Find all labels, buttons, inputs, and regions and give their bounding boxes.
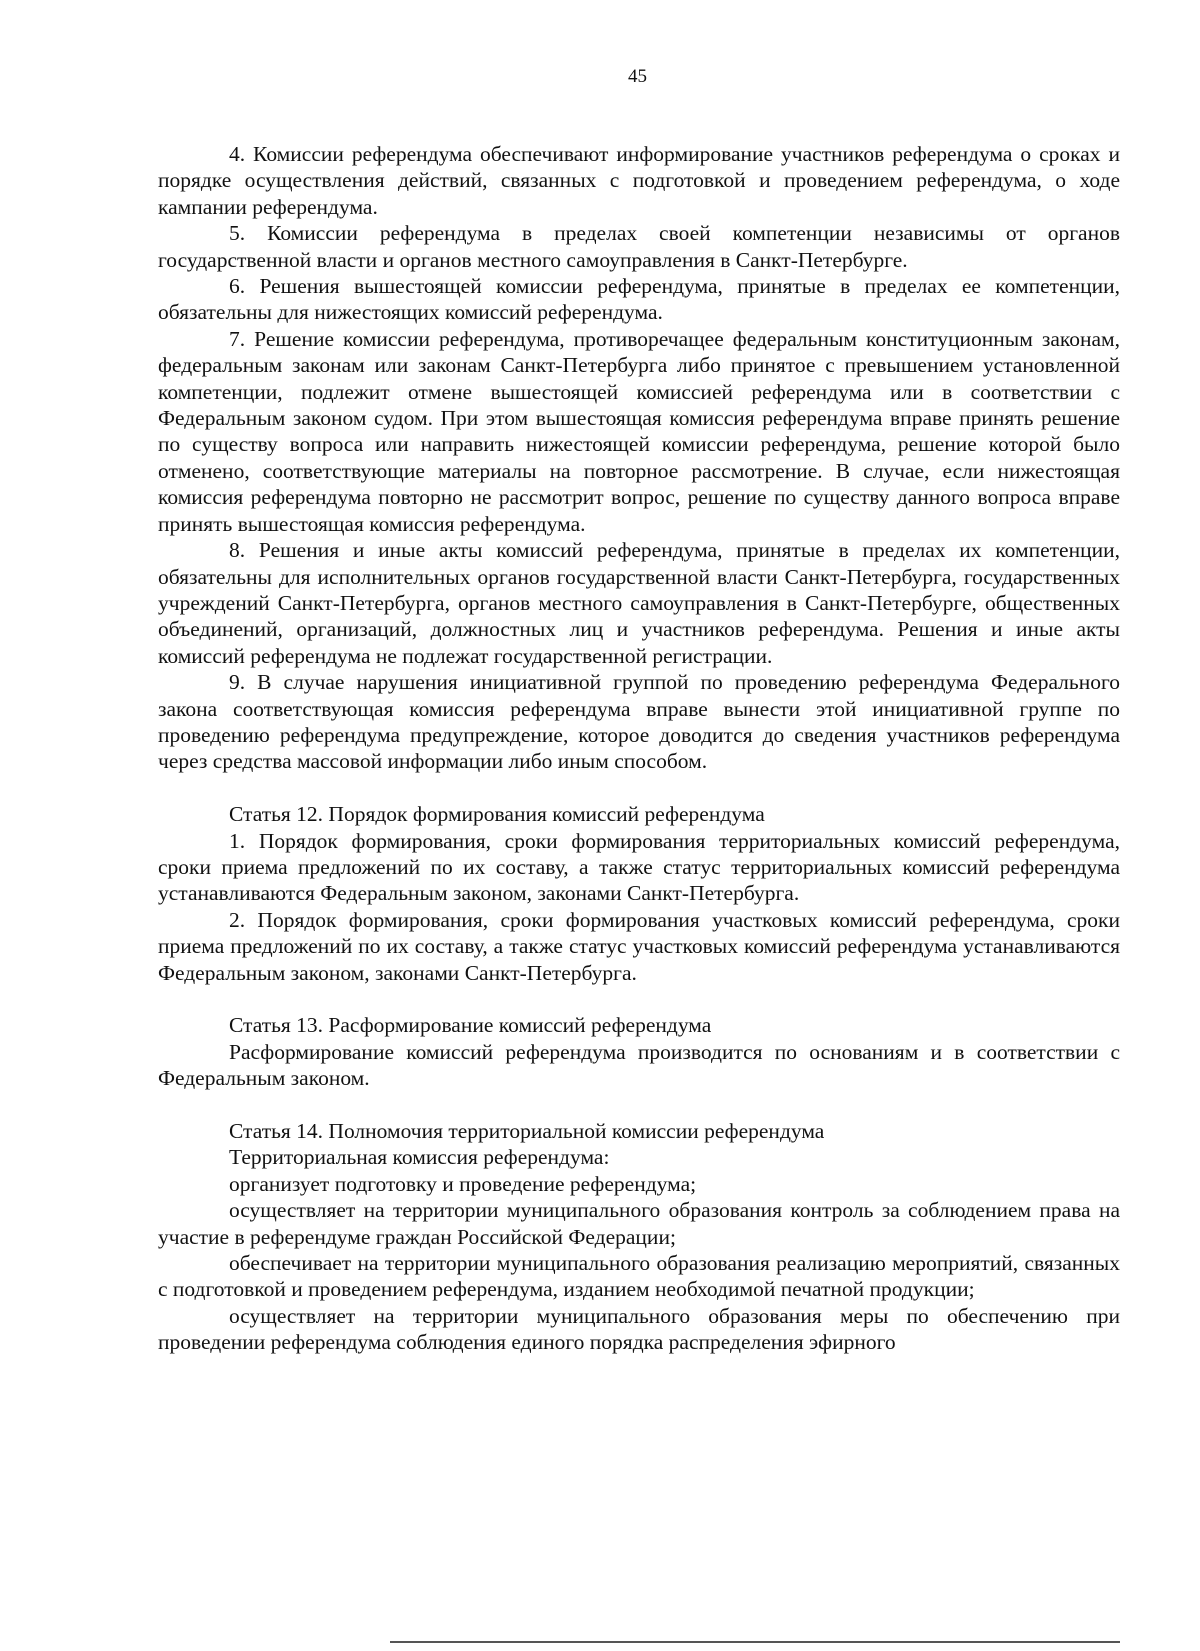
paragraph: 6. Решения вышестоящей комиссии референдума, принятые в пределах ее компетенции, обязательны для нижестоящих комиссий референдума. [158,274,1120,325]
paragraph: 9. В случае нарушения инициативной группой по проведению референдума Федерального закона соответствующая комиссия референдума вправе вынести этой инициативной группе по проведению референдума предупреждение, которое доводится до сведения участников референдума через средства массовой информации либо иным способом. [158,670,1120,774]
paragraph: Территориальная комиссия референдума: [229,1145,610,1170]
paragraph: осуществляет на территории муниципального образования меры по обеспечению при проведении референдума соблюдения единого порядка распределения эфирного [158,1303,1120,1355]
article-13-heading: Статья 13. Расформирование комиссий референдума [229,1013,712,1038]
paragraph: 4. Комиссии референдума обеспечивают информирование участников референдума о сроках и порядке осуществления действий, связанных с подготовкой и проведением референдума, о ходе кампании референдума. [158,142,1120,219]
paragraph: 7. Решение комиссии референдума, противоречащее федеральным конституционным законам, федеральным законам или законам Санкт-Петербурга либо принятое с превышением установленной компетенции, подлежит отмене вышестоящей комиссией референдума или в соответствии с Федеральным законом судом. При этом вышестоящая комиссия референдума вправе принять решение по существу вопроса или направить нижестоящей комиссии референдума, решение которой было отменено, соответствующие материалы на повторное рассмотрение. В случае, если нижестоящая комиссия референдума повторно не рассмотрит вопрос, решение по существу данного вопроса вправе принять вышестоящая комиссия референдума. [158,326,1120,536]
paragraph: организует подготовку и проведение референдума; [229,1171,697,1196]
paragraph: Расформирование комиссий референдума производится по основаниям и в соответствии с Федеральным законом. [158,1039,1120,1091]
page-number: 45 [628,66,647,87]
bottom-scan-line [390,1641,1120,1643]
article-14-heading: Статья 14. Полномочия территориальной комиссии референдума [229,1118,825,1143]
paragraph: 5. Комиссии референдума в пределах своей компетенции независимы от органов государственной власти и органов местного самоуправления в Санкт-Петербурге. [158,221,1120,272]
paragraph: 2. Порядок формирования, сроки формирования участковых комиссий референдума, сроки приема предложений по их составу, а также статус участковых комиссий референдума устанавливаются Федеральным законом, законами Санкт-Петербурга. [158,907,1120,985]
document-body [158,141,1120,1356]
paragraph: обеспечивает на территории муниципального образования реализацию мероприятий, связанных с подготовкой и проведением референдума, изданием необходимой печатной продукции; [158,1251,1120,1302]
paragraph: 8. Решения и иные акты комиссий референдума, принятые в пределах их компетенции, обязательны для исполнительных органов государственной власти Санкт-Петербурга, государственных учреждений Санкт-Петербурга, органов местного самоуправления в Санкт-Петербурге, общественных объединений, организаций, должностных лиц и участников референдума. Решения и иные акты комиссий референдума не подлежат государственной регистрации. [158,538,1120,668]
paragraph: 1. Порядок формирования, сроки формирования территориальных комиссий референдума, сроки приема предложений по их составу, а также статус территориальных комиссий референдума устанавливаются Федеральным законом, законами Санкт-Петербурга. [158,828,1120,906]
paragraph: осуществляет на территории муниципального образования контроль за соблюдением права на участие в референдуме граждан Российской Федерации; [158,1198,1120,1249]
article-12-heading: Статья 12. Порядок формирования комиссий референдума [229,802,765,827]
